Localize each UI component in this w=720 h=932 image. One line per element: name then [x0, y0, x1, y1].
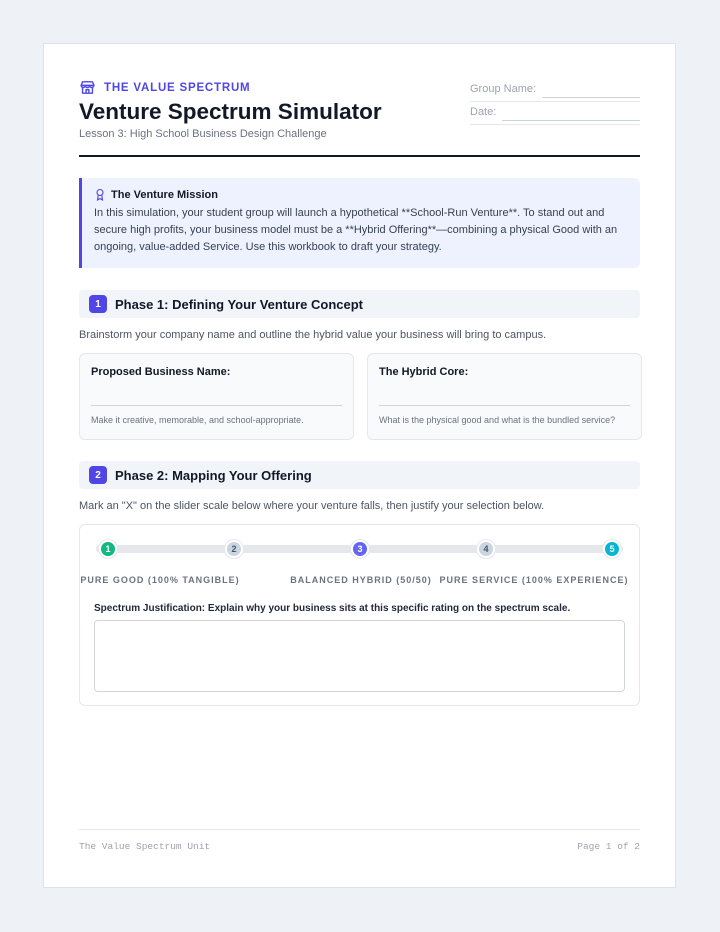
- spectrum-node-4[interactable]: 4: [477, 540, 495, 558]
- worksheet-page: [43, 43, 676, 888]
- footer-page-number: Page 1 of 2: [577, 841, 640, 852]
- phase-1-title: Phase 1: Defining Your Venture Concept: [115, 296, 364, 312]
- hybrid-core-hint: What is the physical good and what is the bundled service?: [379, 415, 616, 425]
- scale-label-pure-good: PURE GOOD (100% TANGIBLE): [80, 575, 240, 585]
- phase-2-title: Phase 2: Mapping Your Offering: [115, 467, 312, 483]
- phase-2-number: 2: [89, 466, 107, 484]
- date-line: [502, 120, 640, 121]
- spectrum-node-5[interactable]: 5: [603, 540, 621, 558]
- justification-textarea[interactable]: [94, 620, 625, 692]
- business-name-line: [91, 405, 342, 406]
- brand-name: THE VALUE SPECTRUM: [104, 81, 251, 94]
- date-label: Date:: [470, 106, 497, 118]
- mission-text: In this simulation, your student group will launch a hypothetical **School-Run Venture**. To stand out and secure high profits, your business model must be a **Hybrid Offering**—combining a physical Good with an ongoing, value-added Service. Use this workbook to draft your strategy.: [94, 207, 618, 253]
- group-name-label: Group Name:: [470, 83, 537, 95]
- footer-divider: [79, 829, 640, 830]
- scale-label-pure-service: PURE SERVICE (100% EXPERIENCE): [439, 575, 629, 585]
- mission-callout: [79, 178, 640, 268]
- business-name-card[interactable]: [79, 353, 354, 440]
- date-field[interactable]: [470, 102, 640, 125]
- header-divider: [79, 155, 640, 157]
- footer-unit: The Value Spectrum Unit: [79, 841, 211, 852]
- business-name-label: Proposed Business Name:: [91, 366, 231, 378]
- mission-heading: The Venture Mission: [111, 188, 218, 201]
- brand-header: [79, 79, 250, 96]
- hybrid-core-line: [379, 405, 630, 406]
- hybrid-core-card[interactable]: [367, 353, 642, 440]
- spectrum-node-3[interactable]: 3: [351, 540, 369, 558]
- group-name-line: [542, 97, 640, 98]
- award-ribbon-icon: [94, 188, 106, 201]
- business-name-hint: Make it creative, memorable, and school-appropriate.: [91, 415, 304, 425]
- mission-heading-row: [94, 188, 628, 201]
- hybrid-core-label: The Hybrid Core:: [379, 366, 469, 378]
- meta-fields: [470, 79, 640, 125]
- page-subtitle: Lesson 3: High School Business Design Challenge: [79, 128, 327, 140]
- phase-1-header: [79, 290, 640, 318]
- phase-1-description: Brainstorm your company name and outline the hybrid value your business will bring to campus.: [79, 329, 547, 341]
- spectrum-node-1[interactable]: 1: [99, 540, 117, 558]
- storefront-icon: [79, 79, 96, 96]
- phase-1-number: 1: [89, 295, 107, 313]
- phase-2-header: [79, 461, 640, 489]
- phase-2-description: Mark an "X" on the slider scale below where your venture falls, then justify your selection below.: [79, 500, 545, 512]
- group-name-field[interactable]: [470, 79, 640, 102]
- page-title: Venture Spectrum Simulator: [79, 99, 382, 124]
- spectrum-node-2[interactable]: 2: [225, 540, 243, 558]
- justification-label: Spectrum Justification: Explain why your business sits at this specific rating on the spectrum scale.: [94, 603, 571, 614]
- scale-label-balanced: BALANCED HYBRID (50/50): [290, 575, 432, 585]
- spectrum-slider-card: [79, 524, 640, 706]
